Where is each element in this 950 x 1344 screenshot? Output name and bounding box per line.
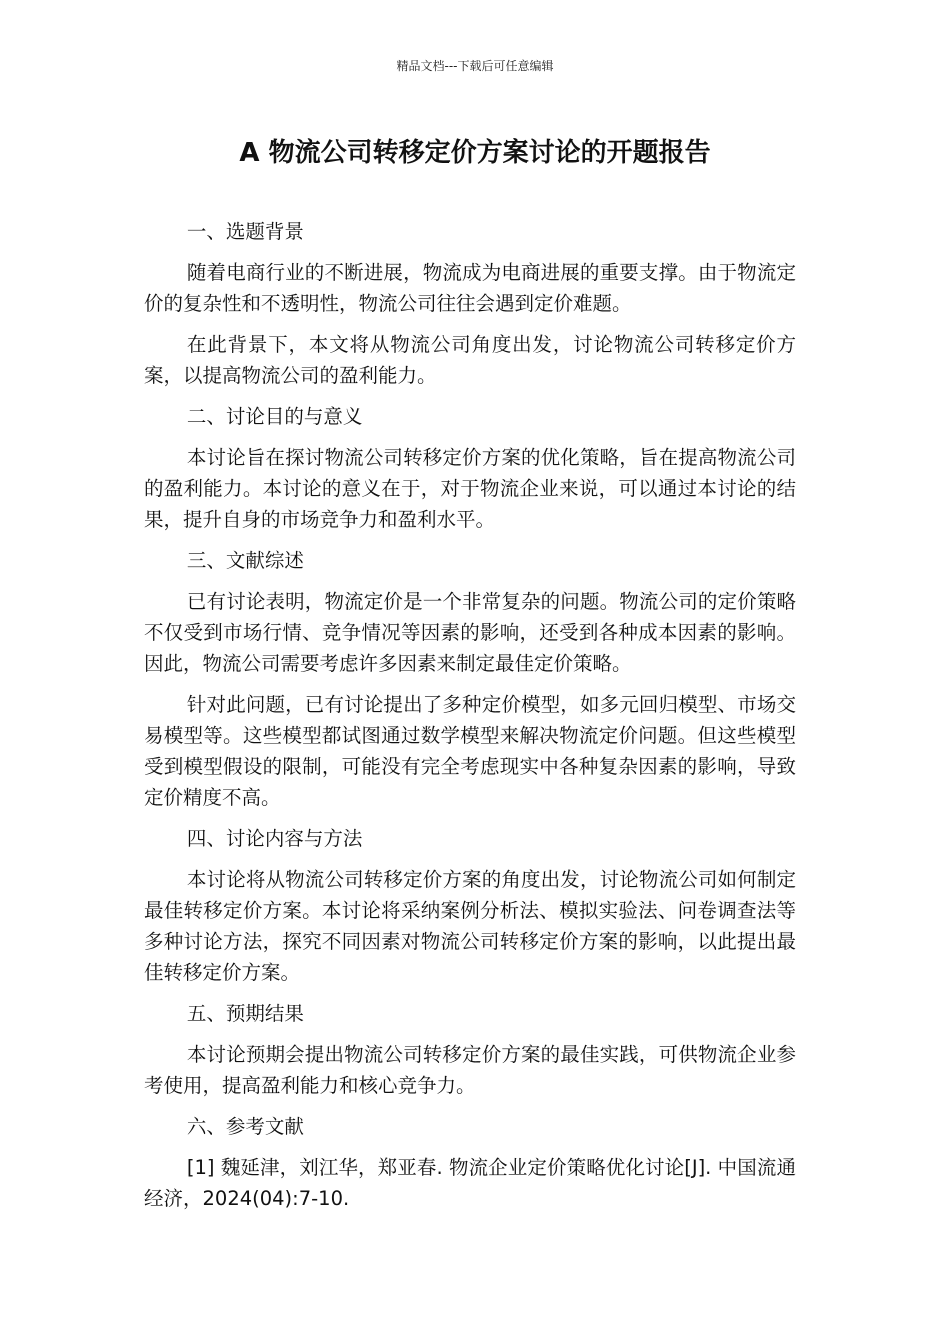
paragraph: 针对此问题，已有讨论提出了多种定价模型，如多元回归模型、市场交易模型等。这些模型都试图通过数学模型来解决物流定价问题。但这些模型受到模型假设的限制，可能没有完全考虑现实中各种复杂因素的影响，导致定价精度不高。 (144, 693, 796, 809)
document-body (144, 216, 796, 1224)
paragraph: 已有讨论表明，物流定价是一个非常复杂的问题。物流公司的定价策略不仅受到市场行情、竞争情况等因素的影响，还受到各种成本因素的影响。因此，物流公司需要考虑许多因素来制定最佳定价策略。 (144, 590, 796, 675)
section-heading-references: 六、参考文献 (186, 1115, 304, 1138)
paragraph: 本讨论旨在探讨物流公司转移定价方案的优化策略，旨在提高物流公司的盈利能力。本讨论的意义在于，对于物流企业来说，可以通过本讨论的结果，提升自身的市场竞争力和盈利水平。 (144, 446, 796, 531)
section-heading-purpose: 二、讨论目的与意义 (186, 405, 363, 428)
paragraph: 在此背景下，本文将从物流公司角度出发，讨论物流公司转移定价方案，以提高物流公司的盈利能力。 (144, 333, 796, 387)
section-heading-expected-results: 五、预期结果 (186, 1002, 304, 1025)
section-heading-background: 一、选题背景 (186, 220, 304, 243)
paragraph: 本讨论预期会提出物流公司转移定价方案的最佳实践，可供物流企业参考使用，提高盈利能力和核心竞争力。 (144, 1043, 796, 1097)
section-heading-literature: 三、文献综述 (186, 549, 304, 572)
page-header: 精品文档---下载后可任意编辑 (396, 59, 554, 73)
paragraph: 随着电商行业的不断进展，物流成为电商进展的重要支撑。由于物流定价的复杂性和不透明性，物流公司往往会遇到定价难题。 (144, 261, 796, 315)
document-title: A 物流公司转移定价方案讨论的开题报告 (239, 138, 711, 168)
reference-entry: [1] 魏延津，刘江华，郑亚春. 物流企业定价策略优化讨论[J]. 中国流通经济，2024(04):7-10. (144, 1156, 796, 1210)
paragraph: 本讨论将从物流公司转移定价方案的角度出发，讨论物流公司如何制定最佳转移定价方案。本讨论将采纳案例分析法、模拟实验法、问卷调查法等多种讨论方法，探究不同因素对物流公司转移定价方案的影响，以此提出最佳转移定价方案。 (144, 868, 796, 984)
section-heading-methods: 四、讨论内容与方法 (186, 827, 363, 850)
